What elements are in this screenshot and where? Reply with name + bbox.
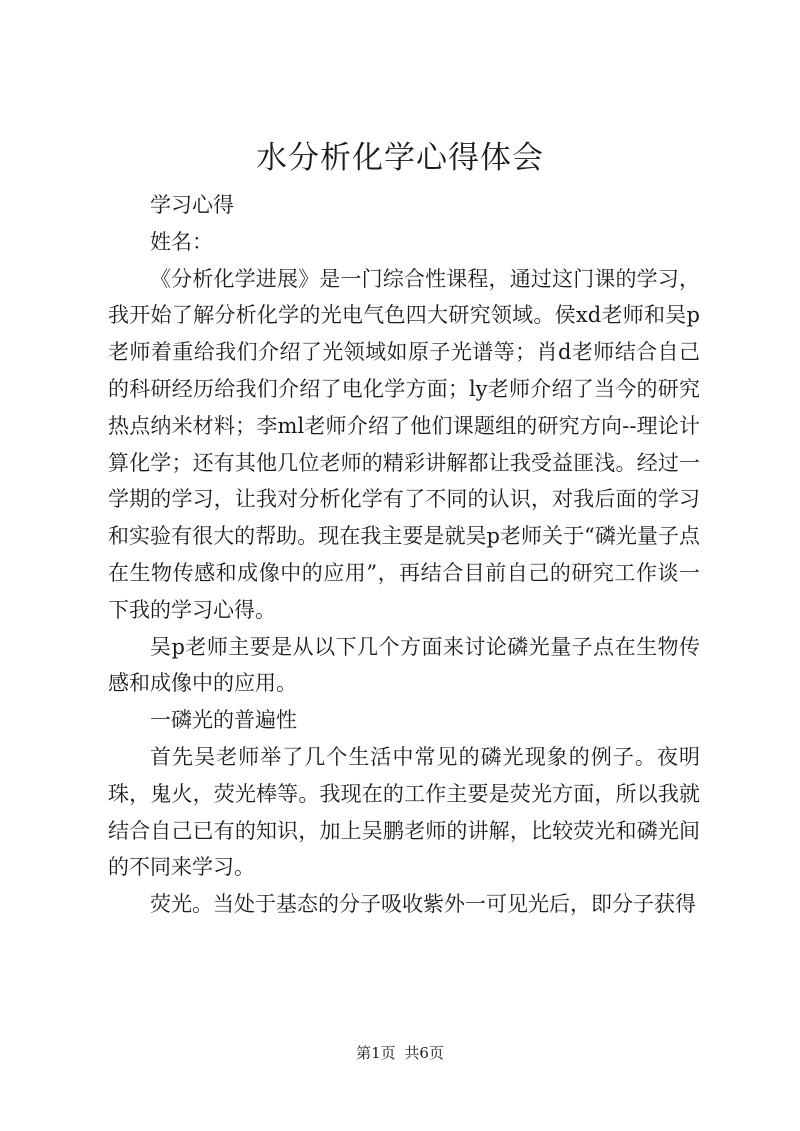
- document-title: 水分析化学心得体会: [256, 140, 544, 176]
- paragraph-name-field: 姓名：: [150, 229, 213, 254]
- paragraph-topics: 吴p老师主要是从以下几个方面来讨论磷光量子点在生物传感和成像中的应用。: [108, 634, 700, 696]
- paragraph-fluorescence: 荧光。当处于基态的分子吸收紫外一可见光后，即分子获得: [150, 892, 696, 917]
- paragraph-study-notes-label: 学习心得: [150, 193, 234, 217]
- paragraph-intro: 《分析化学进展》是一门综合性课程，通过这门课的学习，我开始了解分析化学的光电气色四大研究领域。侯xd老师和吴p老师着重给我们介绍了光领域如原子光谱等；肖d老师结合自己的科研经历给我们介绍了电化学方面；ly老师介绍了当今的研究热点纳米材料；李ml老师介绍了他们课题组的研究方向--理论计算化学；还有其他几位老师的精彩讲解都让我受益匪浅。经过一学期的学习，让我对分析化学有了不同的认识，对我后面的学习和实验有很大的帮助。现在我主要是就吴p老师关于“磷光量子点在生物传感和成像中的应用”，再结合目前自己的研究工作谈一下我的学习心得。: [108, 266, 700, 622]
- page-number: 第1页: [356, 1044, 396, 1062]
- paragraph-examples: 首先吴老师举了几个生活中常见的磷光现象的例子。夜明珠，鬼火，荧光棒等。我现在的工作主要是荧光方面，所以我就结合自己已有的知识，加上吴鹏老师的讲解，比较荧光和磷光间的不同来学习。: [108, 744, 700, 880]
- page-footer: [0, 1043, 800, 1063]
- page-total: 共6页: [404, 1044, 444, 1062]
- section-heading-phosphorescence: 一磷光的普遍性: [150, 708, 297, 733]
- document-body: [108, 187, 700, 923]
